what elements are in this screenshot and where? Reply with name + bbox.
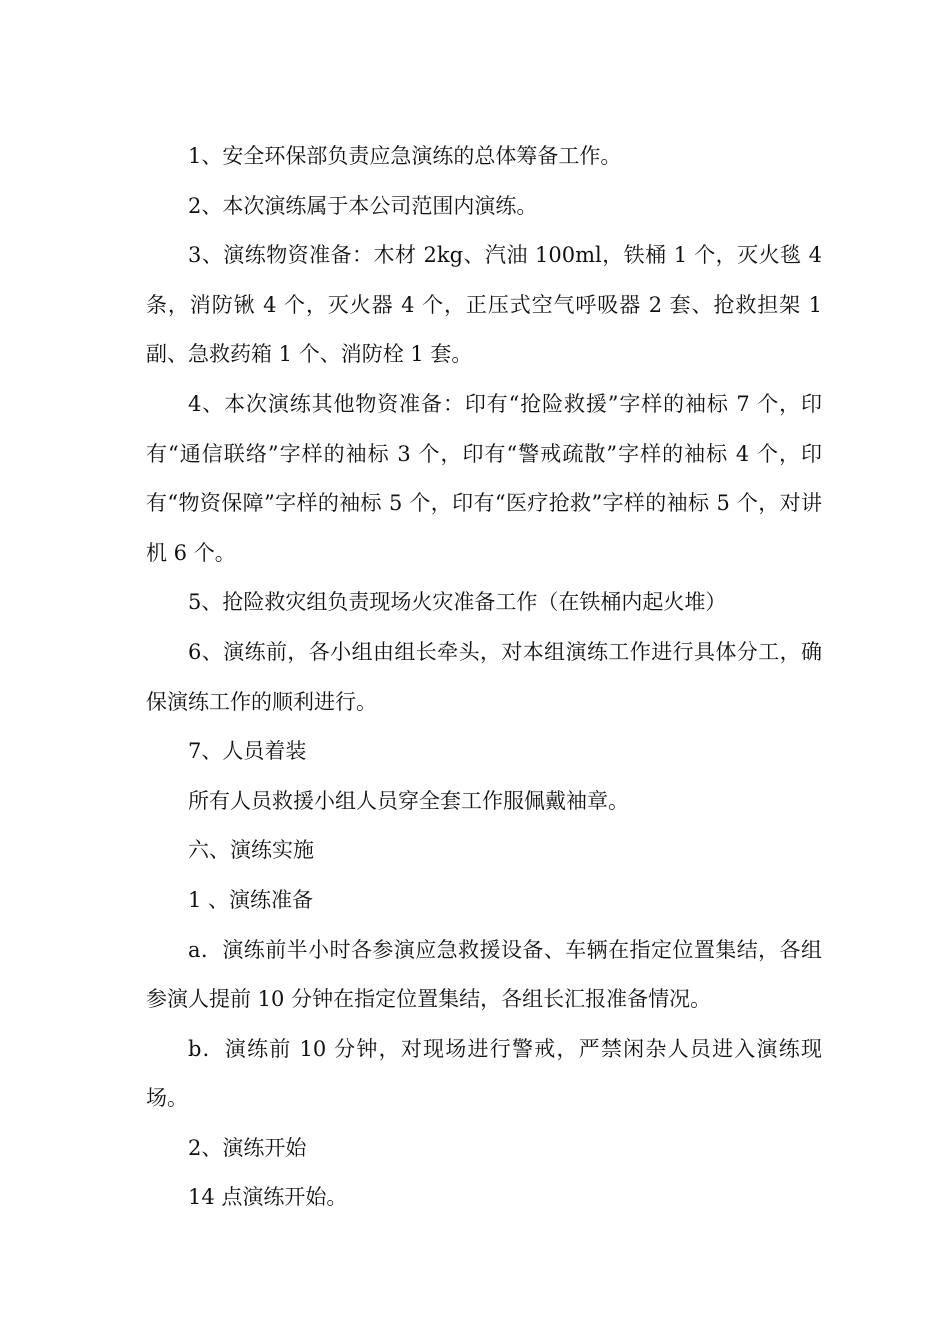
paragraph-attire-heading: 7、人员着装	[188, 739, 307, 764]
paragraph-materials: 3、演练物资准备：木材 2kg、汽油 100ml，铁桶 1 个，灭火毯 4 条，消防锹 4 个，灭火器 4 个，正压式空气呼吸器 2 套、抢救担架 1 副、急救药箱 1 个、消防栓 1 套。	[146, 243, 822, 367]
section-heading-implementation: 六、演练实施	[188, 838, 314, 863]
document-body	[146, 132, 822, 1223]
paragraph-prep-dept: 1、安全环保部负责应急演练的总体筹备工作。	[188, 144, 622, 168]
paragraph-attire: 所有人员救援小组人员穿全套工作服佩戴袖章。	[188, 788, 629, 813]
paragraph-scope: 2、本次演练属于本公司范围内演练。	[188, 193, 538, 218]
paragraph-drill-prep-heading: 1 、演练准备	[188, 887, 314, 912]
paragraph-assembly: a．演练前半小时各参演应急救援设备、车辆在指定位置集结，各组参演人提前 10 分钟在指定位置集结，各组长汇报准备情况。	[146, 937, 822, 1012]
paragraph-other-materials: 4、本次演练其他物资准备：印有“抢险救援”字样的袖标 7 个，印有“通信联络”字样的袖标 3 个，印有“警戒疏散”字样的袖标 4 个，印有“物资保障”字样的袖标 5 个，印有“医疗抢救”字样的袖标 5 个，对讲机 6 个。	[146, 391, 822, 565]
paragraph-drill-start-heading: 2、演练开始	[188, 1135, 307, 1160]
paragraph-fire-prep: 5、抢险救灾组负责现场火灾准备工作（在铁桶内起火堆）	[188, 590, 727, 615]
paragraph-division: 6、演练前，各小组由组长牵头，对本组演练工作进行具体分工，确保演练工作的顺利进行。	[146, 639, 822, 714]
paragraph-cordon: b．演练前 10 分钟，对现场进行警戒，严禁闲杂人员进入演练现场。	[146, 1036, 822, 1111]
paragraph-start-time: 14 点演练开始。	[188, 1185, 348, 1210]
